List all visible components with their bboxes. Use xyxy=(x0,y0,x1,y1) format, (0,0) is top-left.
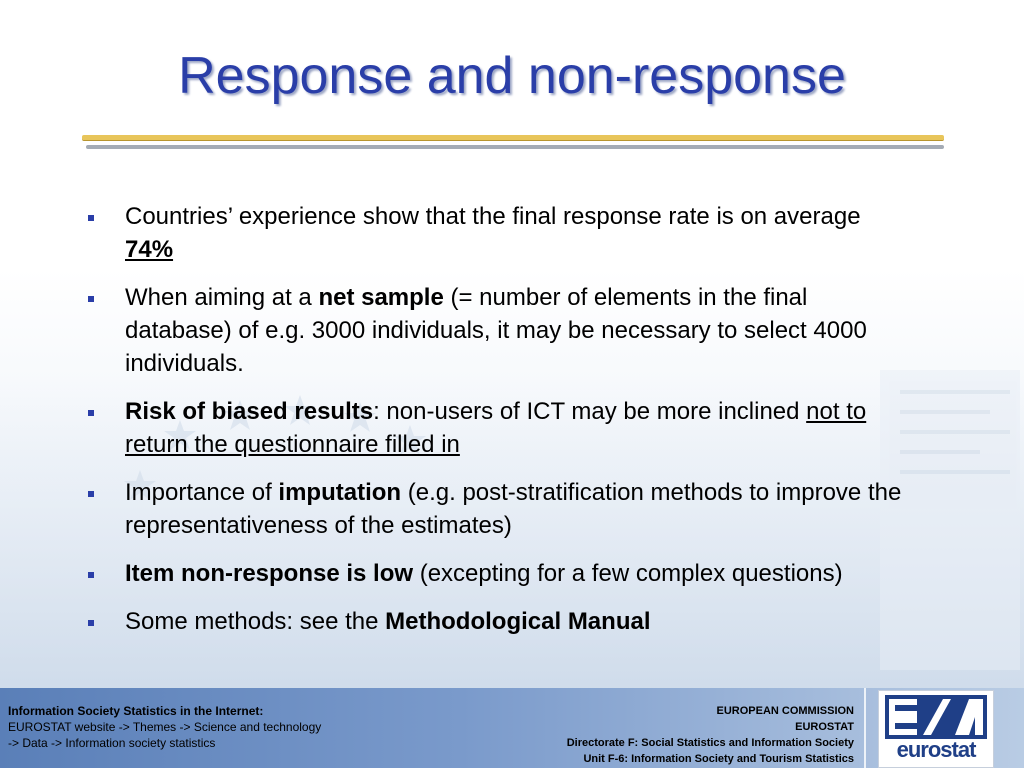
list-item: Item non-response is low (excepting for a few complex questions) xyxy=(88,557,908,590)
logo-wordmark: eurostat xyxy=(896,737,976,762)
eurostat-logo xyxy=(878,690,994,768)
square-bullet-icon xyxy=(88,620,94,626)
list-item: Risk of biased results: non-users of ICT may be more inclined not to return the questionnaire filled in xyxy=(88,395,908,461)
eurostat-logo-icon xyxy=(885,695,987,739)
title-rule-grey xyxy=(86,145,944,149)
footer-bar xyxy=(0,688,1024,768)
square-bullet-icon xyxy=(88,296,94,302)
response-rate-value: 74% xyxy=(125,236,174,263)
bullet-list xyxy=(88,200,908,653)
square-bullet-icon xyxy=(88,491,94,497)
square-bullet-icon xyxy=(88,410,94,416)
square-bullet-icon xyxy=(88,215,94,221)
list-item: Importance of imputation (e.g. post-stratification methods to improve the representativeness of the estimates) xyxy=(88,476,908,542)
title-rule-gold xyxy=(82,135,944,141)
footer-info: Information Society Statistics in the Internet: EUROSTAT website -> Themes -> Science and technology -> Data -> Information society statistics xyxy=(8,704,322,750)
footer-organisation: EUROPEAN COMMISSION EUROSTAT Directorate F: Social Statistics and Information Society Unit F-6: Information Society and Tourism Statistics xyxy=(566,705,854,765)
square-bullet-icon xyxy=(88,572,94,578)
footer-divider xyxy=(864,688,866,768)
list-item: Countries’ experience show that the final response rate is on average 74% xyxy=(88,200,908,266)
list-item: When aiming at a net sample (= number of elements in the final database) of e.g. 3000 individuals, it may be necessary to select 4000 individuals. xyxy=(88,281,908,380)
list-item: Some methods: see the Methodological Manual xyxy=(88,605,908,638)
page-title: Response and non-response xyxy=(178,47,846,105)
